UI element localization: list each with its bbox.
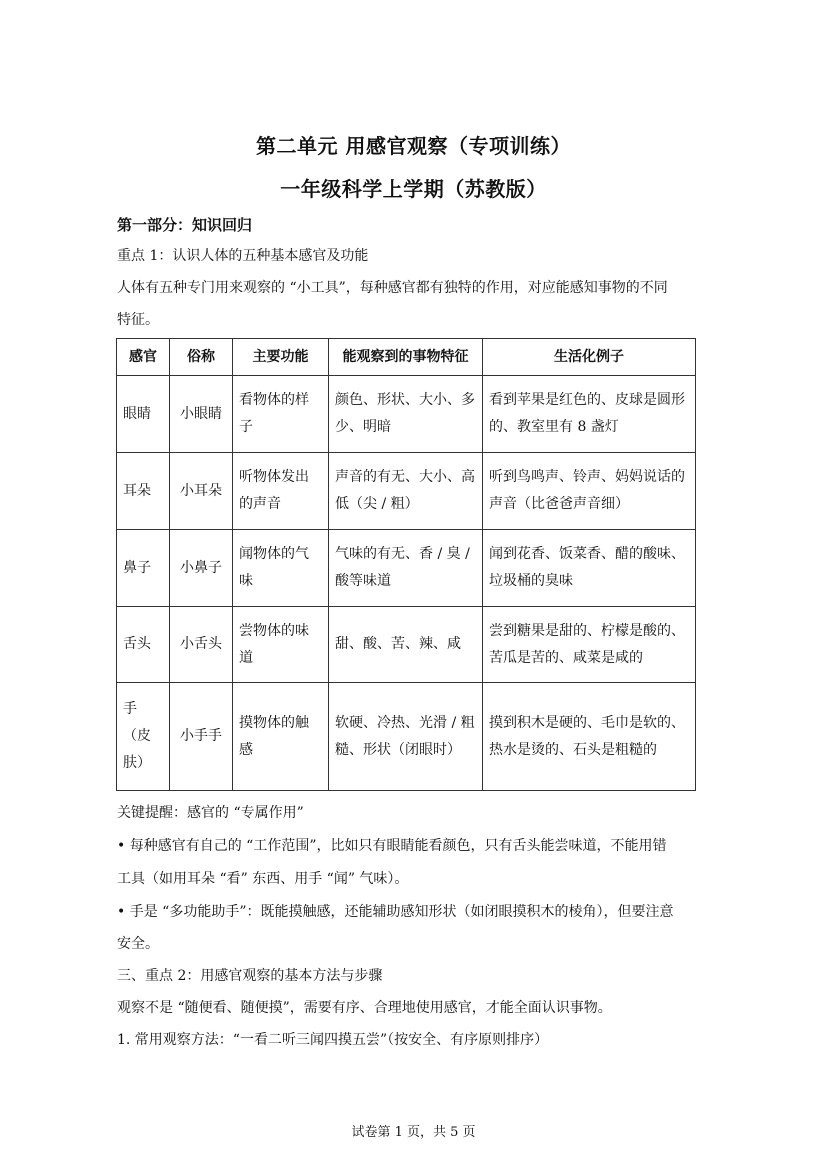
table-row (117, 683, 696, 791)
page-footer: 试卷第 1 页，共 5 页 (351, 1125, 476, 1140)
header-cell: 感官 (117, 339, 170, 376)
table-cell: 小耳朵 (170, 453, 233, 530)
key-point-2: 三、重点 2：用感官观察的基本方法与步骤 (117, 968, 383, 984)
table-row (117, 376, 696, 453)
key-point-1: 重点 1：认识人体的五种基本感官及功能 (117, 248, 369, 264)
table-cell: 闻到花香、饭菜香、醋的酸味、垃圾桶的臭味 (483, 530, 696, 607)
table-row (117, 453, 696, 530)
table-cell: 尝物体的味道 (233, 607, 329, 683)
table-cell: 软硬、冷热、光滑 / 粗糙、形状（闭眼时） (329, 683, 483, 791)
table-cell: 小手手 (170, 683, 233, 791)
table-cell: 小舌头 (170, 607, 233, 683)
document-subtitle: 一年级科学上学期（苏教版） (280, 177, 547, 201)
table-cell: 手（皮肤） (117, 683, 170, 791)
table-header-row (117, 339, 696, 376)
reminder-bullet-2-line-1: • 手是 “多功能助手”：既能摸触感，还能辅助感知形状（如闭眼摸积木的棱角），但要注意 (117, 904, 674, 920)
intro-text-line-2: 特征。 (117, 312, 159, 328)
table-cell: 颜色、形状、大小、多少、明暗 (329, 376, 483, 453)
reminder-bullet-1-line-1: • 每种感官有自己的 “工作范围”，比如只有眼睛能看颜色，只有舌头能尝味道，不能用错 (117, 838, 667, 854)
reminder-bullet-1-line-2: 工具（如用耳朵 “看” 东西、用手 “闻” 气味）。 (117, 871, 409, 887)
table-cell: 小眼睛 (170, 376, 233, 453)
table-row (117, 530, 696, 607)
observation-description: 观察不是 “随便看、随便摸”，需要有序、合理地使用感官，才能全面认识事物。 (117, 1000, 612, 1016)
table-cell: 看到苹果是红色的、皮球是圆形的、教室里有 8 盏灯 (483, 376, 696, 453)
header-cell: 生活化例子 (483, 339, 696, 376)
table-cell: 看物体的样子 (233, 376, 329, 453)
header-cell: 俗称 (170, 339, 233, 376)
table-cell: 气味的有无、香 / 臭 / 酸等味道 (329, 530, 483, 607)
table-cell: 尝到糖果是甜的、柠檬是酸的、苦瓜是苦的、咸菜是咸的 (483, 607, 696, 683)
reminder-bullet-2-line-2: 安全。 (117, 936, 159, 952)
table-row (117, 607, 696, 683)
table-cell: 闻物体的气味 (233, 530, 329, 607)
table-cell: 鼻子 (117, 530, 170, 607)
observation-method-1: 1. 常用观察方法：“一看二听三闻四摸五尝”（按安全、有序原则排序） (117, 1032, 549, 1048)
table-cell: 耳朵 (117, 453, 170, 530)
header-cell: 能观察到的事物特征 (329, 339, 483, 376)
senses-table (116, 338, 696, 791)
table-cell: 摸到积木是硬的、毛巾是软的、热水是烫的、石头是粗糙的 (483, 683, 696, 791)
table-cell: 声音的有无、大小、高低（尖 / 粗） (329, 453, 483, 530)
table-cell: 甜、酸、苦、辣、咸 (329, 607, 483, 683)
table-cell: 摸物体的触感 (233, 683, 329, 791)
intro-text-line-1: 人体有五种专门用来观察的 “小工具”，每种感官都有独特的作用，对应能感知事物的不同 (117, 280, 668, 296)
table-cell: 听物体发出的声音 (233, 453, 329, 530)
table-cell: 小鼻子 (170, 530, 233, 607)
reminder-title: 关键提醒：感官的 “专属作用” (117, 805, 304, 821)
section-heading: 第一部分：知识回归 (117, 216, 253, 234)
table-cell: 舌头 (117, 607, 170, 683)
header-cell: 主要功能 (233, 339, 329, 376)
table-cell: 听到鸟鸣声、铃声、妈妈说话的声音（比爸爸声音细） (483, 453, 696, 530)
table-cell: 眼睛 (117, 376, 170, 453)
document-title: 第二单元 用感官观察（专项训练） (256, 134, 571, 158)
